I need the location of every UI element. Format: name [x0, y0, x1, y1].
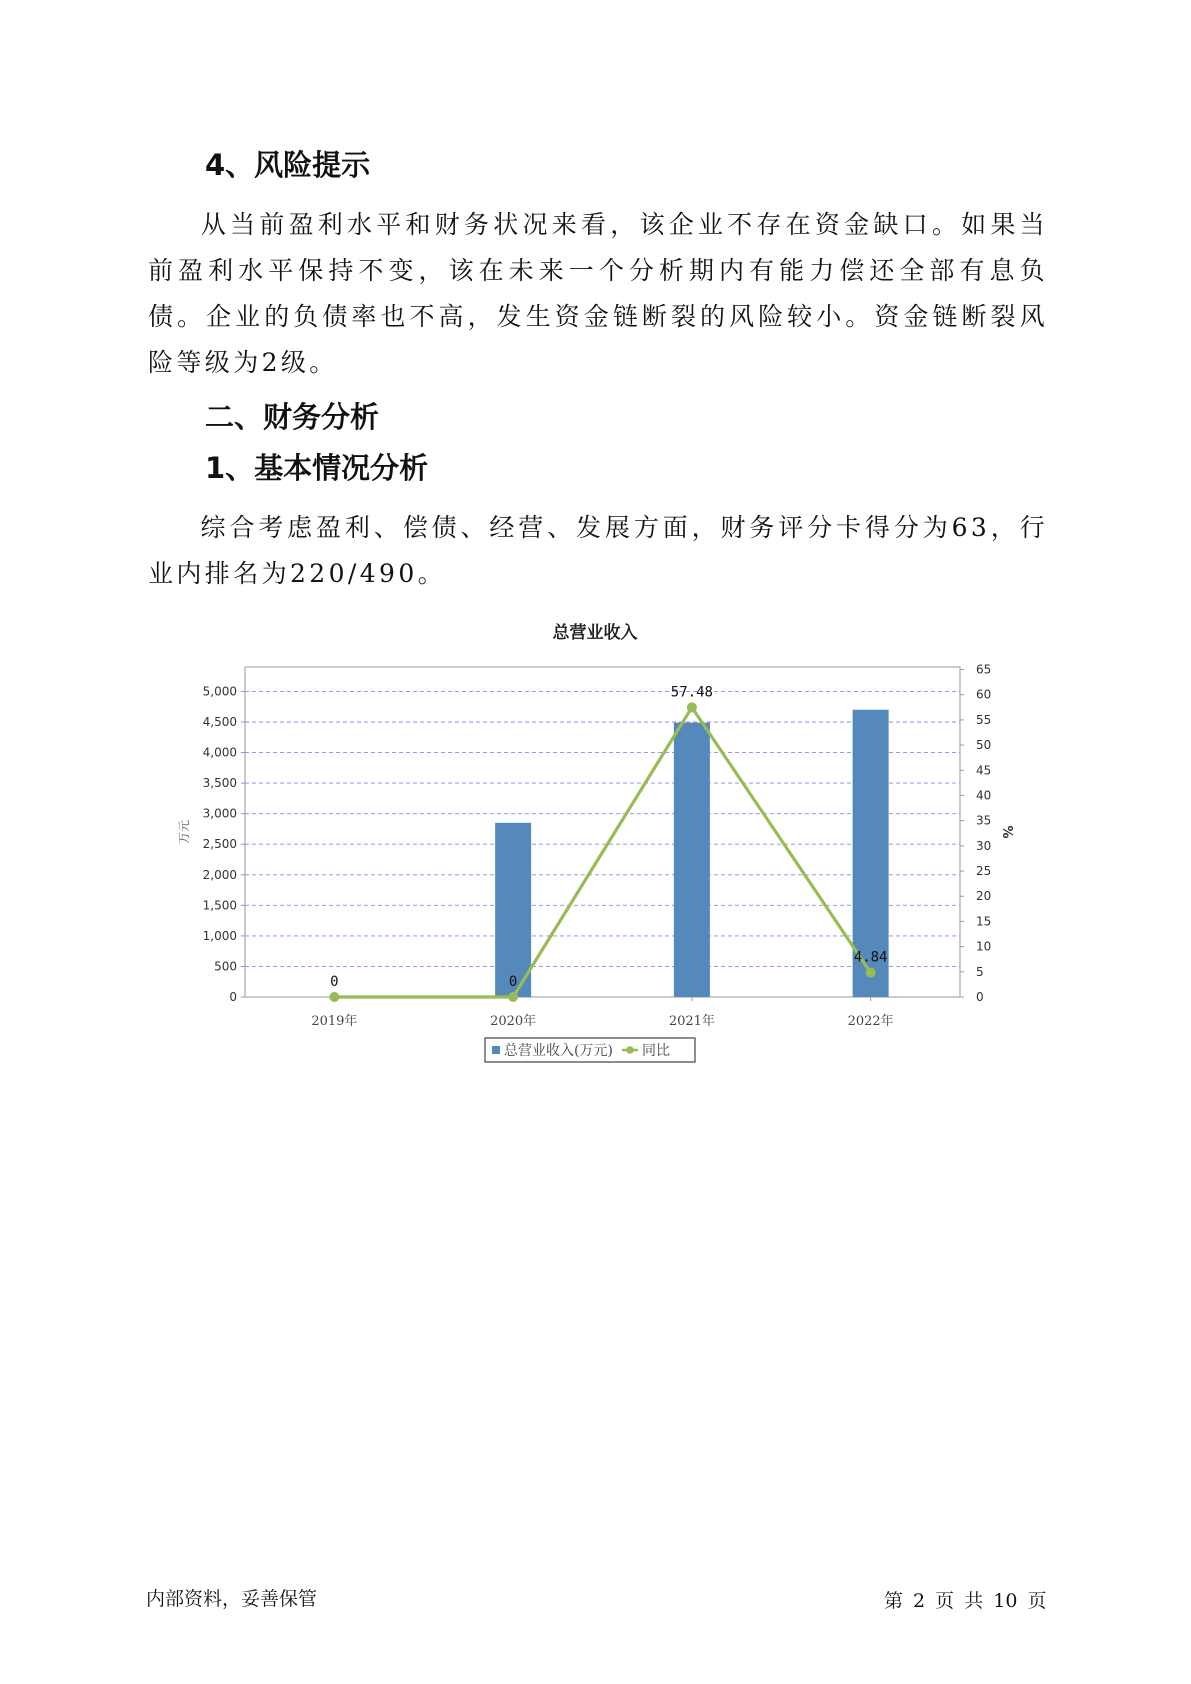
- basic-analysis-paragraph: [148, 505, 1048, 597]
- y2-tick-label: 15: [976, 914, 992, 929]
- y2-tick-label: 35: [976, 813, 992, 828]
- legend-line-marker: [626, 1046, 634, 1054]
- y-tick-label: 2,500: [202, 837, 237, 852]
- y-tick-label: 4,000: [202, 745, 237, 760]
- y2-tick-label: 65: [976, 662, 992, 677]
- yoy-point: [687, 702, 697, 712]
- footer-confidential: 内部资料，妥善保管: [146, 1588, 318, 1610]
- x-tick-label: 2022年: [847, 1014, 894, 1029]
- legend-bar-swatch: [492, 1046, 500, 1054]
- basic-analysis-heading: 1、基本情况分析: [205, 451, 429, 485]
- y2-tick-label: 60: [976, 687, 992, 702]
- y2-axis-label: %: [999, 825, 1014, 839]
- left-axis-ticks: [203, 684, 245, 1004]
- y2-tick-label: 20: [976, 889, 992, 904]
- y-tick-label: 2,000: [202, 867, 237, 882]
- y-tick-label: 0: [229, 990, 237, 1004]
- y-tick-label: 5,000: [202, 684, 237, 699]
- y2-tick-label: 40: [976, 788, 992, 803]
- x-tick-label: 2020年: [490, 1014, 537, 1029]
- yoy-point: [866, 968, 876, 978]
- yoy-data-label: 57.48: [670, 684, 713, 701]
- yoy-data-label: 0: [508, 974, 518, 990]
- y-tick-label: 500: [214, 959, 237, 974]
- legend-bar-label: 总营业收入(万元): [504, 1043, 613, 1059]
- y-tick-label: 3,500: [202, 776, 237, 791]
- y2-tick-label: 0: [976, 990, 984, 1004]
- y-axis-label: 万元: [177, 819, 191, 845]
- y-tick-label: 1,000: [202, 928, 237, 943]
- revenue-chart: [170, 620, 1020, 1090]
- x-tick-label: 2021年: [668, 1014, 715, 1029]
- y2-tick-label: 50: [976, 738, 992, 753]
- x-axis-ticks: [311, 997, 893, 1029]
- x-tick-label: 2019年: [311, 1014, 358, 1029]
- y-tick-label: 3,000: [202, 806, 237, 821]
- y2-tick-label: 30: [976, 838, 992, 853]
- yoy-data-label: 0: [330, 974, 339, 990]
- risk-heading: 4、风险提示: [205, 148, 371, 182]
- footer-page-number: 第 2 页 共 10 页: [884, 1590, 1047, 1612]
- risk-paragraph: [148, 202, 1048, 386]
- y2-tick-label: 45: [976, 763, 992, 778]
- y2-tick-label: 55: [976, 712, 992, 727]
- finance-heading: 二、财务分析: [205, 400, 380, 434]
- y2-tick-label: 25: [976, 864, 992, 879]
- y2-tick-label: 5: [976, 964, 984, 979]
- right-axis-ticks: [960, 663, 991, 1004]
- yoy-data-label: 4.84: [853, 949, 888, 966]
- chart-title: 总营业收入: [552, 623, 638, 643]
- y-tick-label: 4,500: [202, 715, 237, 729]
- chart-legend: [485, 1038, 695, 1062]
- y-tick-label: 1,500: [202, 898, 237, 913]
- risk-paragraph-text: 从当前盈利水平和财务状况来看，该企业不存在资金缺口。如果当前盈利水平保持不变，该在未来一个分析期内有能力偿还全部有息负债。企业的负债率也不高，发生资金链断裂的风险较小。资金链断裂风险等级为2级。: [148, 210, 1048, 377]
- revenue-bar: [495, 823, 531, 997]
- y2-tick-label: 10: [976, 939, 992, 954]
- legend-line-label: 同比: [642, 1043, 670, 1059]
- basic-analysis-paragraph-text: 综合考虑盈利、偿债、经营、发展方面，财务评分卡得分为63，行业内排名为220/490。: [148, 513, 1048, 588]
- revenue-bar: [674, 723, 710, 997]
